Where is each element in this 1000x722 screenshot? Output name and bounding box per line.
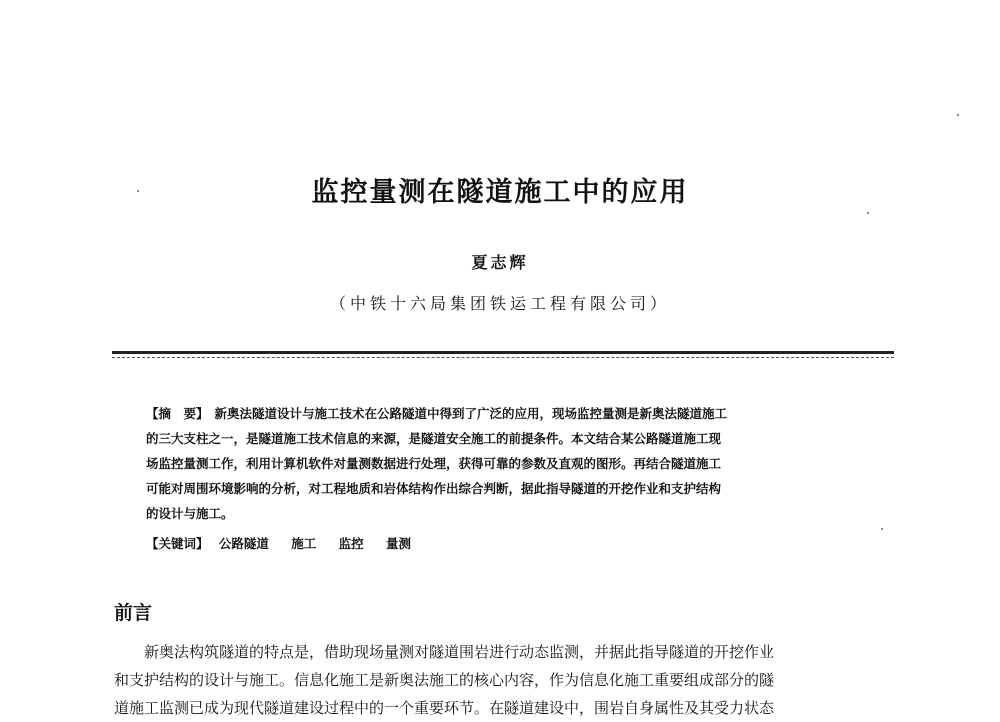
body-line: 和支护结构的设计与施工。信息化施工是新奥法施工的核心内容，作为信息化施工重要组成部分的隧 xyxy=(114,671,775,689)
keyword: 监控 xyxy=(338,536,364,551)
body-line: 新奥法构筑隧道的特点是，借助现场量测对隧道围岩进行动态监测，并据此指导隧道的开挖作业 xyxy=(144,643,775,661)
keywords xyxy=(146,531,876,556)
scan-speck xyxy=(957,114,959,116)
header-rule-thin xyxy=(112,357,894,358)
keyword: 公路隧道 xyxy=(218,536,269,551)
abstract-label: 【摘 要】 xyxy=(146,406,209,421)
body-paragraph xyxy=(114,638,898,722)
section-heading: 前言 xyxy=(114,602,153,624)
abstract-line: 场监控量测工作，利用计算机软件对量测数据进行处理，获得可靠的参数及直观的图形。再结合隧道施工 xyxy=(146,456,722,471)
scan-speck xyxy=(881,528,883,530)
author-name: 夏志辉 xyxy=(471,253,529,272)
keyword: 量测 xyxy=(386,536,412,551)
abstract-line: 的三大支柱之一，是隧道施工技术信息的来源，是隧道安全施工的前提条件。本文结合某公路隧道施工现 xyxy=(146,431,722,446)
keyword: 施工 xyxy=(291,536,317,551)
author-affiliation: （中铁十六局集团铁运工程有限公司） xyxy=(329,294,670,313)
scan-speck xyxy=(867,212,869,214)
abstract xyxy=(146,401,876,526)
paper-title: 监控量测在隧道施工中的应用 xyxy=(311,177,689,208)
scan-speck xyxy=(137,190,139,192)
body-line: 道施工监测已成为现代隧道建设过程中的一个重要环节。在隧道建设中，围岩自身属性及其受力状态 xyxy=(114,699,775,717)
abstract-line xyxy=(146,401,876,426)
header-rule-thick xyxy=(112,351,894,354)
abstract-text: 新奥法隧道设计与施工技术在公路隧道中得到了广泛的应用，现场监控量测是新奥法隧道施工 xyxy=(214,406,728,421)
abstract-line: 可能对周围环境影响的分析，对工程地质和岩体结构作出综合判断，据此指导隧道的开挖作业和支护结构 xyxy=(146,481,722,496)
keywords-label: 【关键词】 xyxy=(146,536,209,551)
abstract-line: 的设计与施工。 xyxy=(146,506,234,521)
